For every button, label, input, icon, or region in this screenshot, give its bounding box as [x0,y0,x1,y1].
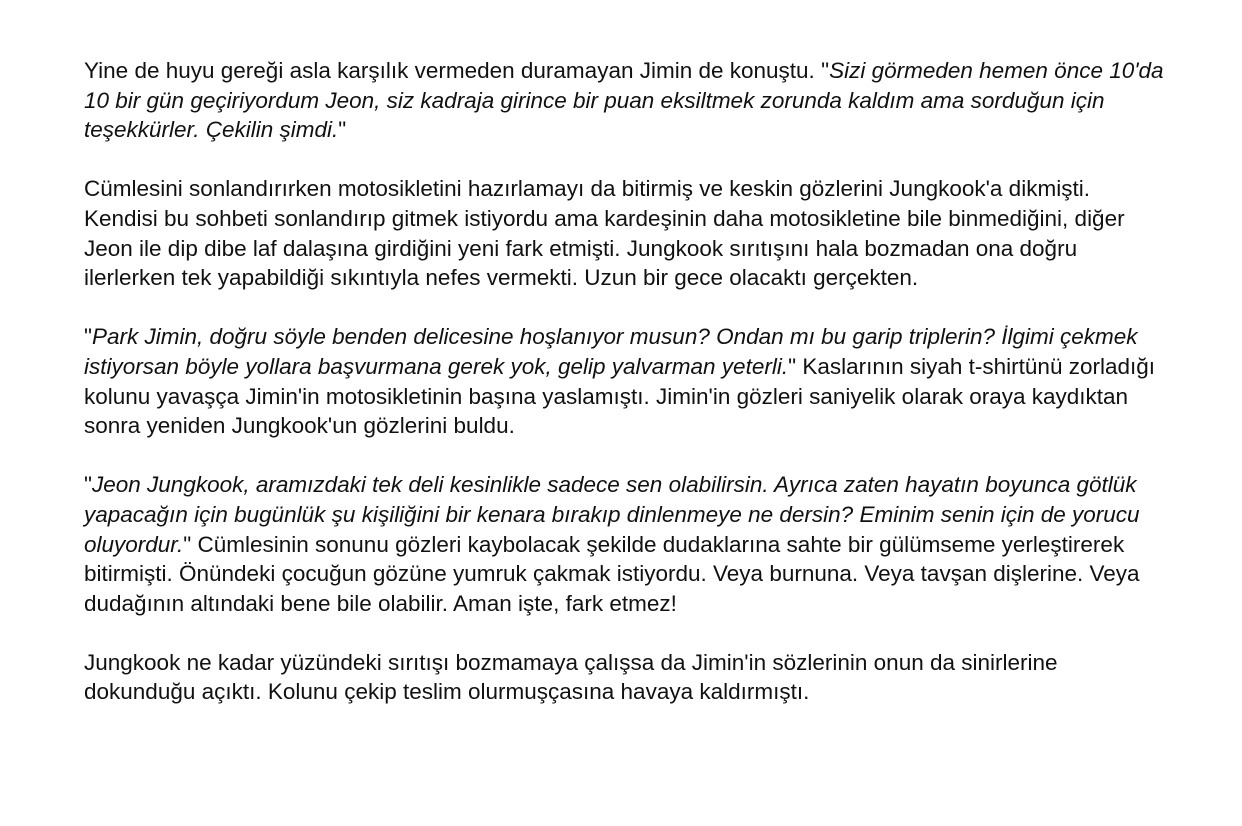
quote-mark-close: " [788,353,797,379]
quote-mark-close: " [183,531,192,557]
paragraph-4 [84,470,1166,618]
quote-mark-open: " [84,324,92,350]
quote-mark-open: " [821,58,830,83]
paragraph-2: Cümlesini sonlandırırken motosikletini hazırlamayı da bitirmiş ve keskin gözlerini Jungkook'a dikmişti. Kendisi bu sohbeti sonlandırıp gitmek istiyordu ama kardeşinin daha motosikletine bile binmediğini, diğer Jeon ile dip dibe laf dalaşına girdiğini yeni fark etmişti. Jungkook sırıtışını hala bozmadan ona doğru ilerlerken tek yapabildiği sıkıntıyla nefes vermekti. Uzun bir gece olacaktı gerçekten. [84,176,1125,291]
quote-mark-close: " [338,117,347,143]
narration-tail: Kaslarının siyah t-shirtünü zorladığı kolunu yavaşça Jimin'in motosikletinin başına yaslamıştı. Jimin'in gözleri saniyelik olarak oraya kaydıktan sonra yeniden Jungkook'un gözlerini buldu. [84,353,1156,439]
narration-tail: Cümlesinin sonunu gözleri kaybolacak şekilde dudaklarına sahte bir gülümseme yerleştirerek bitirmişti. Önündeki çocuğun gözüne yumruk çakmak istiyordu. Veya burnuna. Veya tavşan dişlerine. Veya dudağının altındaki bene bile olabilir. Aman işte, fark etmez! [84,531,1140,616]
dialogue-text: Sizi görmeden hemen önce 10'da 10 bir gün geçiriyordum Jeon, siz kadraja girince bir puan eksiltmek zorunda kaldım ama sorduğun için teşekkürler. Çekilin şimdi. [84,58,1164,143]
paragraph-1 [84,56,1166,145]
story-text [84,56,1166,707]
quote-mark-open: " [84,472,92,498]
dialogue-text: Park Jimin, doğru söyle benden delicesine hoşlanıyor musun? Ondan mı bu garip triplerin? İlgimi çekmek istiyorsan böyle yollara başvurmana gerek yok, gelip yalvarman yeterli. [84,324,1138,379]
narration: Yine de huyu gereği asla karşılık vermeden duramayan Jimin de konuştu. [84,58,822,83]
paragraph-3 [84,322,1166,440]
dialogue-text: Jeon Jungkook, aramızdaki tek deli kesinlikle sadece sen olabilirsin. Ayrıca zaten hayatın boyunca götlük yapacağın için bugünlük şu kişiliğini bir kenara bırakıp dinlenmeye ne dersin? Eminim senin için de yorucu oluyordur. [84,472,1140,557]
paragraph-5: Jungkook ne kadar yüzündeki sırıtışı bozmamaya çalışsa da Jimin'in sözlerinin onun da sinirlerine dokunduğu açıktı. Kolunu çekip teslim olurmuşçasına havaya kaldırmıştı. [84,649,1058,705]
